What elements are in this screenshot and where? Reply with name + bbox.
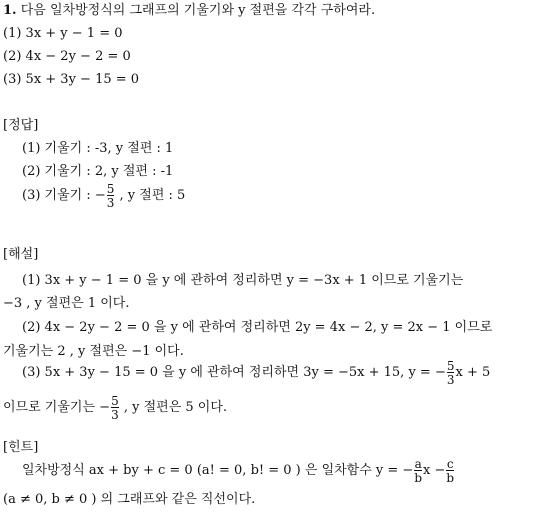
solution-p3b-prefix: 이므로 기울기는 − (3, 400, 111, 415)
fraction-denominator: 3 (446, 372, 455, 387)
hint-text: 일차방정식 ax + by + c = 0 (a! = 0, b! = 0 ) 은 일차함수 y = − (22, 463, 414, 478)
hint-heading: [힌트] (3, 440, 39, 455)
question-prompt: 다음 일차방정식의 그래프의 기울기와 y 절편을 각각 구하여라. (20, 3, 376, 18)
fraction-numerator: 5 (111, 393, 119, 408)
answer-line-3-prefix: (3) 기울기 : − (22, 188, 106, 203)
solution-p3b-suffix: , y 절편은 5 이다. (123, 400, 228, 415)
solution-p1-line-a: (1) 3x + y − 1 = 0 을 y 에 관하여 정리하면 y = −3x + 1 이므로 기울기는 (22, 273, 464, 288)
solution-heading: [해설] (3, 247, 39, 262)
question-item-1: (1) 3x + y − 1 = 0 (3, 26, 123, 41)
solution-p3-end: x + 5 (455, 365, 491, 380)
question-item-2: (2) 4x − 2y − 2 = 0 (3, 49, 131, 64)
solution-p3-line-a (22, 357, 490, 389)
answer-heading: [정답] (3, 118, 39, 133)
answer-line-1: (1) 기울기 : -3, y 절편 : 1 (22, 141, 174, 156)
question-number: 1. (3, 3, 17, 18)
fraction-numerator: 5 (446, 358, 455, 373)
hint-fraction-c-over-b (446, 458, 454, 484)
fraction-numerator: 5 (106, 181, 115, 196)
solution-p1-line-b: −3 , y 절편은 1 이다. (3, 296, 130, 311)
fraction-denominator: 3 (111, 407, 119, 422)
fraction-denominator: b (446, 470, 455, 485)
answer-slope-fraction (107, 183, 115, 209)
solution-p3-line-b (3, 392, 227, 424)
answer-line-3-suffix: , y 절편 : 5 (119, 188, 186, 203)
solution-p3-text: (3) 5x + 3y − 15 = 0 을 y 에 관하여 정리하면 3y = −5x + 15, y = − (22, 365, 446, 380)
answer-line-2: (2) 기울기 : 2, y 절편 : -1 (22, 164, 174, 179)
question-line (3, 3, 375, 18)
fraction-numerator: c (446, 456, 454, 471)
solution-p3b-fraction (111, 395, 119, 421)
solution-p2-line-a: (2) 4x − 2y − 2 = 0 을 y 에 관하여 정리하면 2y = 4x − 2, y = 2x − 1 이므로 (22, 320, 493, 335)
hint-line-1 (22, 455, 455, 487)
fraction-denominator: b (414, 470, 423, 485)
hint-fraction-a-over-b (414, 458, 422, 484)
question-item-3: (3) 5x + 3y − 15 = 0 (3, 72, 140, 87)
answer-line-3 (22, 180, 185, 212)
fraction-numerator: a (414, 456, 422, 471)
fraction-denominator: 3 (106, 195, 115, 210)
solution-p2-line-b: 기울기는 2 , y 절편은 −1 이다. (3, 344, 184, 359)
hint-line-2: (a ≠ 0, b ≠ 0 ) 의 그래프와 같은 직선이다. (3, 492, 256, 507)
hint-mid: x − (423, 463, 446, 478)
solution-p3-fraction (447, 360, 455, 386)
